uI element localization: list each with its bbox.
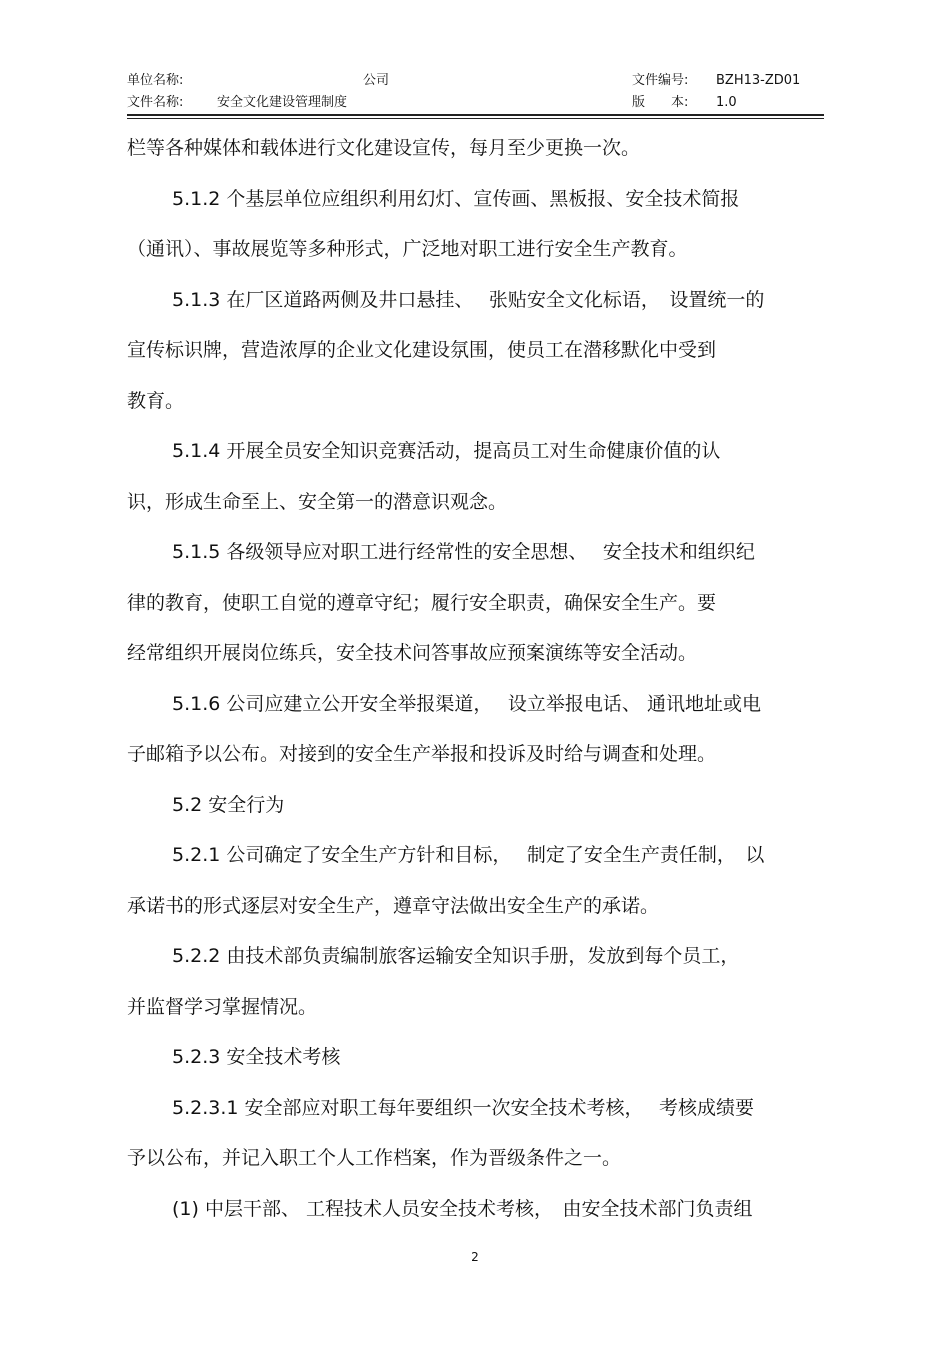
body-line: (1) 中层干部、 工程技术人员安全技术考核， 由安全技术部门负责组 <box>172 1198 753 1220</box>
unit-value: 公司 <box>363 73 390 88</box>
body-line: 识，形成生命至上、安全第一的潜意识观念。 <box>127 491 508 513</box>
header-row-1 <box>127 70 824 92</box>
file-name-value: 安全文化建设管理制度 <box>217 95 348 110</box>
body-line: 5.1.3 在厂区道路两侧及井口悬挂、 张贴安全文化标语， 设置统一的 <box>172 289 765 311</box>
body-line: 5.1.5 各级领导应对职工进行经常性的安全思想、 安全技术和组织纪 <box>172 541 755 563</box>
body-line: 予以公布，并记入职工个人工作档案，作为晋级条件之一。 <box>127 1147 622 1169</box>
body-line: 宣传标识牌，营造浓厚的企业文化建设氛围，使员工在潜移默化中受到 <box>127 339 717 361</box>
body-line: 5.1.2 个基层单位应组织利用幻灯、宣传画、黑板报、安全技术简报 <box>172 188 740 210</box>
section-heading: 5.2 安全行为 <box>172 794 285 816</box>
body-line: 栏等各种媒体和载体进行文化建设宣传，每月至少更换一次。 <box>127 137 641 159</box>
body-line: 并监督学习掌握情况。 <box>127 996 318 1018</box>
unit-label: 单位名称: <box>127 73 184 88</box>
doc-no-label: 文件编号: <box>632 73 689 88</box>
body-line: 5.1.4 开展全员安全知识竞赛活动，提高员工对生命健康价值的认 <box>172 440 721 462</box>
body-line: 5.2.1 公司确定了安全生产方针和目标， 制定了安全生产责任制， 以 <box>172 844 765 866</box>
header-row-2 <box>127 92 824 114</box>
header-rule-thin <box>127 118 824 119</box>
body-line: （通讯）、事故展览等多种形式，广泛地对职工进行安全生产教育。 <box>127 238 688 260</box>
doc-no-value: BZH13-ZD01 <box>716 73 801 88</box>
page-header <box>127 70 824 118</box>
version-value: 1.0 <box>716 95 737 110</box>
version-label: 版 本: <box>632 95 689 110</box>
body-line: 5.1.6 公司应建立公开安全举报渠道， 设立举报电话、 通讯地址或电 <box>172 693 761 715</box>
body-line: 经常组织开展岗位练兵，安全技术问答事故应预案演练等安全活动。 <box>127 642 698 664</box>
header-rule-thick <box>127 114 824 116</box>
body-line: 子邮箱予以公布。对接到的安全生产举报和投诉及时给与调查和处理。 <box>127 743 717 765</box>
page-number: 2 <box>471 1250 479 1264</box>
body-line: 5.2.3.1 安全部应对职工每年要组织一次安全技术考核， 考核成绩要 <box>172 1097 755 1119</box>
body-line: 承诺书的形式逐层对安全生产，遵章守法做出安全生产的承诺。 <box>127 895 660 917</box>
section-heading: 5.2.3 安全技术考核 <box>172 1046 341 1068</box>
body-line: 律的教育，使职工自觉的遵章守纪；履行安全职责，确保安全生产。要 <box>127 592 717 614</box>
body-line: 教育。 <box>127 390 185 412</box>
file-name-label: 文件名称: <box>127 95 184 110</box>
body-line: 5.2.2 由技术部负责编制旅客运输安全知识手册，发放到每个员工， <box>172 945 740 967</box>
